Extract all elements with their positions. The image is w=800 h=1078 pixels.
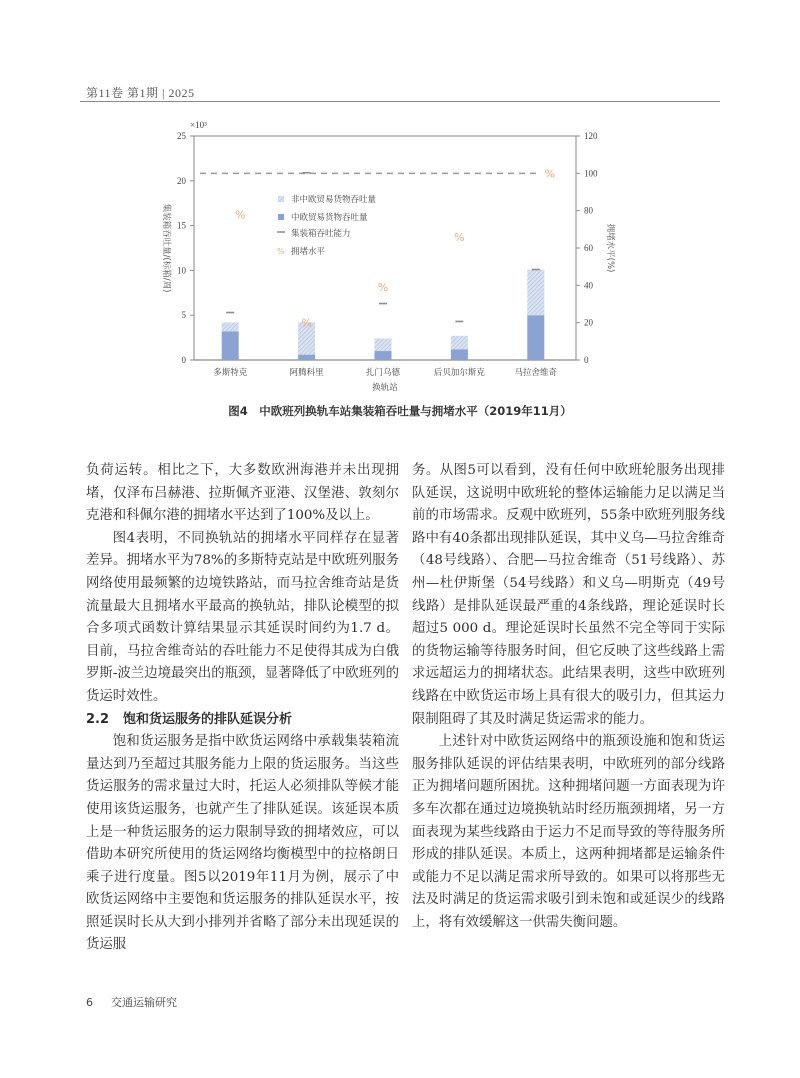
bar-china-trade xyxy=(298,355,315,360)
page-footer xyxy=(86,994,177,1010)
y-axis-title: 集装箱吞吐量/(标箱/周) xyxy=(161,203,171,293)
paragraph: 饱和货运服务是指中欧货运网络中承载集装箱流量达到乃至超过其服务能力上限的货运服务。当这些货运服务的需求量过大时，托运人必须排队等候才能使用该货运服务，也就产生了排队延误。该延误本质上是一种货运服务的运力限制导致的拥堵效应，可以借助本研究所使用的货运网络均衡模型中的拉格朗日乘子进行度量。图5以2019年11月为例，展示了中欧货运网络中主要饱和货运服务的排队延误水平，按照延误时长从大到小排列并省略了部分未出现延误的货运服 xyxy=(86,734,399,953)
bar-non-china-trade xyxy=(527,270,544,316)
marker-group xyxy=(226,167,555,329)
x-category-label: 多斯特克 xyxy=(213,368,248,378)
y-tick-label: 0 xyxy=(181,355,186,365)
left-axis-ticks xyxy=(177,131,194,365)
figure-caption xyxy=(0,403,800,419)
legend xyxy=(277,194,377,257)
legend-label-non-china: 非中欧贸易货物吞吐量 xyxy=(291,195,377,205)
chart-svg xyxy=(150,118,650,398)
legend-label-congestion: 拥堵水平 xyxy=(291,247,326,257)
bar-non-china-trade xyxy=(222,322,239,331)
figure-caption-text: 中欧班列换轨车站集装箱吞吐量与拥堵水平（2019年11月） xyxy=(259,404,572,418)
left-column xyxy=(86,460,399,957)
bar-china-trade xyxy=(527,315,544,360)
bar-china-trade xyxy=(222,331,239,360)
congestion-marker: % xyxy=(454,230,465,244)
congestion-marker: % xyxy=(234,208,246,222)
x-axis-title: 换轨站 xyxy=(372,383,398,393)
bar-non-china-trade xyxy=(451,336,468,349)
y-tick-label: 20 xyxy=(177,175,186,186)
legend-label-capacity: 集装箱吞吐能力 xyxy=(291,229,351,239)
legend-swatch-non-china xyxy=(278,196,284,202)
x-category-label: 后贝加尔斯克 xyxy=(433,368,485,378)
running-head: 第11卷 第1期 | 2025 xyxy=(86,86,195,100)
paragraph: 上述针对中欧货运网络中的瓶颈设施和饱和货运服务排队延误的评估结果表明，中欧班列的部分线路正为拥堵问题所困扰。这种拥堵问题一方面表现为许多车次都在通过边境换轨站时经历瓶颈拥堵，另一方面表现为某些线路由于运力不足而导致的等待服务所形成的排队延误。本质上，这两种拥堵都是运输条件或能力不足以满足需求所导致的。如果可以将那些无法及时满足的货运需求吸引到未饱和或延误少的线路上，将有效缓解这一供需失衡问题。 xyxy=(412,734,725,930)
right-axis-ticks xyxy=(576,131,598,365)
y2-tick-label: 40 xyxy=(584,280,593,291)
page-number: 6 xyxy=(86,996,93,1009)
bar-non-china-trade xyxy=(375,338,392,351)
paragraph: 务。从图5可以看到，没有任何中欧班轮服务出现排队延误，这说明中欧班轮的整体运输能力足以满足当前的市场需求。反观中欧班列，55条中欧班列服务线路中有40条都出现排队延误，其中义乌—马拉舍维奇（48号线路）、合肥—马拉舍维奇（51号线路）、苏州—杜伊斯堡（54号线路）和义乌—明斯克（49号线路）是排队延误最严重的4条线路，理论延误时长超过5 000 d。理论延误时长虽然不完全等同于实际的货物运输等待服务时间，但它反映了这些线路上需求远超运力的拥堵状态。此结果表明，这些中欧班列线路在中欧货运市场上具有很大的吸引力，但其运力限制阻碍了其及时满足货运需求的能力。 xyxy=(412,463,725,727)
category-labels xyxy=(213,367,557,378)
y-tick-label: 5 xyxy=(181,310,186,321)
y2-tick-label: 60 xyxy=(584,243,593,253)
figure-4 xyxy=(150,118,650,398)
x-category-label: 马拉舍维奇 xyxy=(514,368,558,378)
y2-tick-label: 80 xyxy=(584,205,593,216)
y-tick-label: 10 xyxy=(177,265,186,276)
journal-name: 交通运输研究 xyxy=(111,996,177,1009)
section-title: 饱和货运服务的排队延误分析 xyxy=(123,711,293,727)
x-category-label: 扎门乌德 xyxy=(365,368,401,378)
bar-china-trade xyxy=(375,351,392,360)
paragraph: 图4表明，不同换轨站的拥堵水平同样存在显著差异。拥堵水平为78%的多斯特克站是中欧班列服务网络使用最频繁的边境铁路站，而马拉舍维奇站是货流量最大且拥堵水平最高的换轨站，排队论模型的拟合多项式函数计算结果显示其延误时间约为1.7 d。目前，马拉舍维奇站的吞吐能力不足使得其成为白俄罗斯-波兰边境最突出的瓶颈，显著降低了中欧班列的货运时效性。 xyxy=(86,530,399,704)
section-heading xyxy=(86,709,399,732)
y2-axis-title: 拥堵水平(%) xyxy=(605,223,615,273)
figure-caption-label: 图4 xyxy=(228,404,248,418)
y-multiplier-label: ×10³ xyxy=(190,120,207,130)
header-rule xyxy=(80,101,720,102)
congestion-marker: % xyxy=(377,281,389,295)
y2-tick-label: 100 xyxy=(584,168,598,179)
y2-tick-label: 0 xyxy=(584,355,589,365)
legend-swatch-china xyxy=(278,214,284,220)
congestion-marker: % xyxy=(544,167,556,181)
section-number: 2.2 xyxy=(86,711,110,727)
paragraph: 负荷运转。相比之下，大多数欧洲海港并未出现拥堵，仅泽布吕赫港、拉斯佩齐亚港、汉堡港、敦刻尔克港和科佩尔港的拥堵水平达到了100%及以上。 xyxy=(86,463,399,524)
x-category-label: 阿腾科里 xyxy=(289,368,324,378)
y-tick-label: 25 xyxy=(177,131,186,141)
legend-label-china: 中欧贸易货物吞吐量 xyxy=(291,213,368,223)
y-tick-label: 15 xyxy=(177,220,186,231)
bar-china-trade xyxy=(451,349,468,360)
legend-swatch-congestion: % xyxy=(277,247,285,256)
congestion-marker: % xyxy=(301,316,312,330)
right-column xyxy=(412,460,725,934)
y2-tick-label: 20 xyxy=(584,317,593,328)
y2-tick-label: 120 xyxy=(584,131,598,141)
